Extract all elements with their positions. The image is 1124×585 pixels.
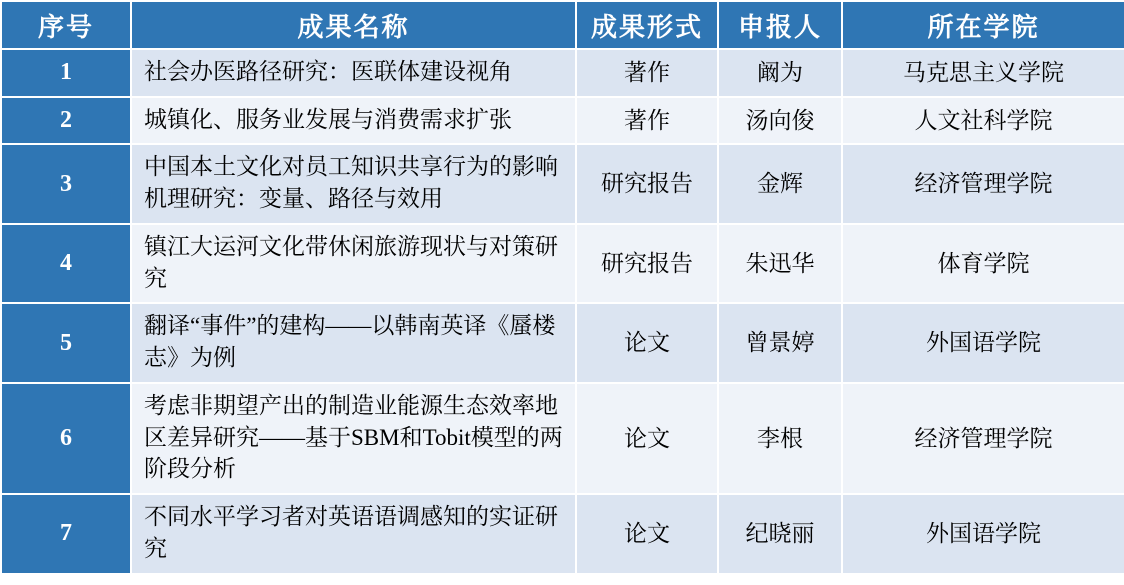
- table-row: [1, 224, 1124, 303]
- table-body: [1, 49, 1124, 574]
- row-college: 经济管理学院: [842, 383, 1124, 494]
- row-applicant: 汤向俊: [718, 97, 842, 145]
- row-index: 1: [1, 49, 131, 97]
- row-title: 中国本土文化对员工知识共享行为的影响机理研究：变量、路径与效用: [131, 144, 576, 223]
- table-row: [1, 49, 1124, 97]
- table-header: [1, 1, 1124, 49]
- row-title: 考虑非期望产出的制造业能源生态效率地区差异研究——基于SBM和Tobit模型的两阶段分析: [131, 383, 576, 494]
- row-form: 研究报告: [576, 224, 718, 303]
- table-row: [1, 383, 1124, 494]
- table-row: [1, 494, 1124, 573]
- row-index: 4: [1, 224, 131, 303]
- row-form: 论文: [576, 383, 718, 494]
- row-title: 不同水平学习者对英语语调感知的实证研究: [131, 494, 576, 573]
- table-row: [1, 97, 1124, 145]
- row-index: 7: [1, 494, 131, 573]
- row-college: 经济管理学院: [842, 144, 1124, 223]
- row-index: 5: [1, 303, 131, 382]
- column-header-title: 成果名称: [131, 1, 576, 49]
- row-applicant: 纪晓丽: [718, 494, 842, 573]
- column-header-college: 所在学院: [842, 1, 1124, 49]
- row-title: 镇江大运河文化带休闲旅游现状与对策研究: [131, 224, 576, 303]
- row-form: 论文: [576, 494, 718, 573]
- row-applicant: 金辉: [718, 144, 842, 223]
- column-header-index: 序号: [1, 1, 131, 49]
- row-college: 外国语学院: [842, 303, 1124, 382]
- row-college: 外国语学院: [842, 494, 1124, 573]
- row-index: 2: [1, 97, 131, 145]
- row-index: 6: [1, 383, 131, 494]
- row-form: 著作: [576, 97, 718, 145]
- table-row: [1, 144, 1124, 223]
- column-header-form: 成果形式: [576, 1, 718, 49]
- row-applicant: 李根: [718, 383, 842, 494]
- row-title: 翻译“事件”的建构——以韩南英译《蜃楼志》为例: [131, 303, 576, 382]
- row-applicant: 朱迅华: [718, 224, 842, 303]
- row-form: 著作: [576, 49, 718, 97]
- row-college: 体育学院: [842, 224, 1124, 303]
- row-applicant: 曾景婷: [718, 303, 842, 382]
- row-college: 马克思主义学院: [842, 49, 1124, 97]
- row-form: 研究报告: [576, 144, 718, 223]
- row-index: 3: [1, 144, 131, 223]
- row-college: 人文社科学院: [842, 97, 1124, 145]
- row-applicant: 阚为: [718, 49, 842, 97]
- row-title: 社会办医路径研究：医联体建设视角: [131, 49, 576, 97]
- table-header-row: [1, 1, 1124, 49]
- table-row: [1, 303, 1124, 382]
- row-title: 城镇化、服务业发展与消费需求扩张: [131, 97, 576, 145]
- row-form: 论文: [576, 303, 718, 382]
- column-header-applicant: 申报人: [718, 1, 842, 49]
